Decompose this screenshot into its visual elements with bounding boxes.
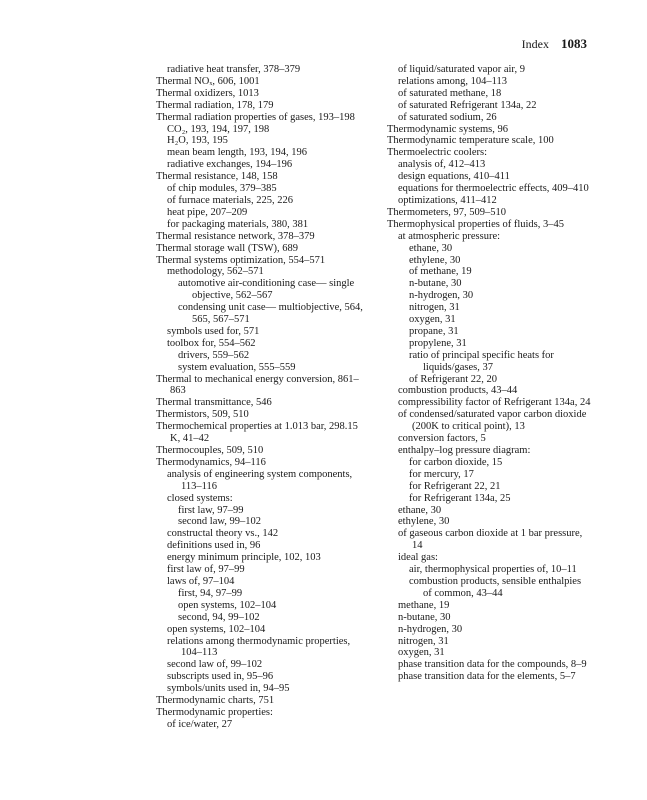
index-entry: Thermophysical properties of fluids, 3–45 bbox=[387, 218, 565, 230]
index-entry: for packaging materials, 380, 381 bbox=[167, 218, 309, 230]
index-entry: automotive air-conditioning case— single objective, 562–567 bbox=[178, 278, 355, 302]
index-entry: condensing unit case— multiobjective, 564, 565, 567–571 bbox=[178, 302, 363, 326]
index-entry: open systems, 102–104 bbox=[178, 599, 277, 611]
index-entry: oxygen, 31 bbox=[409, 314, 456, 326]
index-entry: Thermodynamic temperature scale, 100 bbox=[387, 135, 554, 147]
index-entry: Thermal resistance network, 378–379 bbox=[156, 230, 315, 242]
index-entry: oxygen, 31 bbox=[398, 647, 445, 659]
index-entry: n-butane, 30 bbox=[409, 278, 462, 290]
index-entry: of saturated sodium, 26 bbox=[398, 111, 497, 123]
index-entry: Thermal NOₓ, 606, 1001 bbox=[156, 75, 260, 87]
index-entry: propylene, 31 bbox=[409, 337, 467, 349]
index-entry: for carbon dioxide, 15 bbox=[409, 456, 503, 468]
index-entry: nitrogen, 31 bbox=[409, 302, 460, 314]
index-entry: Thermal transmittance, 546 bbox=[156, 397, 272, 409]
index-entry: of gaseous carbon dioxide at 1 bar pressure, 14 bbox=[398, 528, 583, 552]
index-entry: optimizations, 411–412 bbox=[398, 194, 497, 206]
index-entry: ethylene, 30 bbox=[398, 516, 450, 528]
index-entry: of liquid/saturated vapor air, 9 bbox=[398, 64, 525, 75]
index-entry: Thermal radiation, 178, 179 bbox=[156, 99, 274, 111]
index-entry: drivers, 559–562 bbox=[178, 349, 250, 361]
index-entry: of ice/water, 27 bbox=[167, 718, 233, 730]
index-entry: Thermocouples, 509, 510 bbox=[156, 445, 264, 456]
index-entry: definitions used in, 96 bbox=[167, 540, 261, 552]
index-entry: at atmospheric pressure: bbox=[398, 230, 501, 242]
index-entry: of saturated Refrigerant 134a, 22 bbox=[398, 99, 537, 111]
index-entry: ethane, 30 bbox=[398, 504, 442, 516]
index-entry: n-butane, 30 bbox=[398, 611, 451, 623]
index-entry: first, 94, 97–99 bbox=[178, 587, 243, 599]
index-entry: n-hydrogen, 30 bbox=[409, 290, 474, 302]
index-entry: first law of, 97–99 bbox=[167, 564, 245, 576]
index-entry: air, thermophysical properties of, 10–11 bbox=[409, 564, 577, 576]
index-entry: symbols used for, 571 bbox=[167, 325, 260, 337]
index-entry: closed systems: bbox=[167, 492, 233, 504]
index-entry: Thermodynamic systems, 96 bbox=[387, 123, 509, 135]
index-entry: constructal theory vs., 142 bbox=[167, 528, 279, 540]
index-entry: ethylene, 30 bbox=[409, 254, 461, 266]
index-entry: methodology, 562–571 bbox=[167, 266, 264, 278]
index-entry: Thermodynamic properties: bbox=[156, 706, 273, 718]
index-entry: ethane, 30 bbox=[409, 242, 453, 254]
index-entry: mean beam length, 193, 194, 196 bbox=[167, 147, 307, 159]
running-header-section: Index bbox=[521, 37, 549, 51]
index-entry: of condensed/saturated vapor carbon dioxide (200K to critical point), 13 bbox=[398, 409, 587, 433]
index-entry: second law of, 99–102 bbox=[167, 659, 263, 671]
index-entry: laws of, 97–104 bbox=[167, 575, 235, 587]
index-entry: for Refrigerant 134a, 25 bbox=[409, 492, 511, 504]
index-entry: analysis of engineering system components, 113–116 bbox=[167, 468, 353, 492]
index-entry: phase transition data for the elements, 5–7 bbox=[398, 671, 576, 683]
index-column-left bbox=[156, 64, 368, 731]
index-entry: subscripts used in, 95–96 bbox=[167, 671, 274, 683]
index-entry: propane, 31 bbox=[409, 325, 459, 337]
index-entry: H₂O, 193, 195 bbox=[167, 135, 228, 147]
index-entry: symbols/units used in, 94–95 bbox=[167, 683, 290, 695]
index-entry: of Refrigerant 22, 20 bbox=[409, 373, 498, 385]
index-entry: Thermodynamics, 94–116 bbox=[156, 456, 266, 468]
index-entry: phase transition data for the compounds, 8–9 bbox=[398, 659, 587, 671]
index-entry: for mercury, 17 bbox=[409, 468, 474, 480]
index-entry: conversion factors, 5 bbox=[398, 433, 486, 445]
index-entry: of saturated methane, 18 bbox=[398, 87, 502, 99]
index-entry: Thermodynamic charts, 751 bbox=[156, 695, 275, 707]
index-entry: Thermometers, 97, 509–510 bbox=[387, 206, 506, 218]
index-entry: second, 94, 99–102 bbox=[178, 611, 260, 623]
index-entry: toolbox for, 554–562 bbox=[167, 337, 256, 349]
index-entry: CO₂, 193, 194, 197, 198 bbox=[167, 123, 270, 135]
index-entry: enthalpy–log pressure diagram: bbox=[398, 445, 531, 456]
index-entry: Thermochemical properties at 1.013 bar, 298.15 K, 41–42 bbox=[156, 421, 358, 445]
index-entry: ratio of principal specific heats for liquids/gases, 37 bbox=[409, 349, 554, 373]
index-entry: of furnace materials, 225, 226 bbox=[167, 194, 293, 206]
index-entry: for Refrigerant 22, 21 bbox=[409, 480, 501, 492]
index-entry: relations among thermodynamic properties, 104–113 bbox=[167, 635, 351, 659]
index-entry: relations among, 104–113 bbox=[398, 75, 507, 87]
index-entry: of chip modules, 379–385 bbox=[167, 183, 277, 195]
index-entry: Thermoelectric coolers: bbox=[387, 147, 487, 159]
index-entry: radiative heat transfer, 378–379 bbox=[167, 64, 301, 75]
index-entry: n-hydrogen, 30 bbox=[398, 623, 463, 635]
index-entry: heat pipe, 207–209 bbox=[167, 206, 248, 218]
index-entry: system evaluation, 555–559 bbox=[178, 361, 296, 373]
index-entry: energy minimum principle, 102, 103 bbox=[167, 552, 321, 564]
index-entry: analysis of, 412–413 bbox=[398, 159, 486, 171]
index-entry: Thermal systems optimization, 554–571 bbox=[156, 254, 326, 266]
index-entry: Thermal oxidizers, 1013 bbox=[156, 87, 259, 99]
running-header bbox=[522, 36, 587, 52]
index-entry: combustion products, 43–44 bbox=[398, 385, 518, 397]
index-entry: Thermal to mechanical energy conversion, 861–863 bbox=[156, 373, 359, 397]
page-number: 1083 bbox=[561, 36, 587, 51]
index-entry: nitrogen, 31 bbox=[398, 635, 449, 647]
index-entry: Thermistors, 509, 510 bbox=[156, 409, 249, 421]
index-entry: radiative exchanges, 194–196 bbox=[167, 159, 293, 171]
index-entry: Thermal storage wall (TSW), 689 bbox=[156, 242, 298, 254]
index-entry: open systems, 102–104 bbox=[167, 623, 266, 635]
index-entry: design equations, 410–411 bbox=[398, 171, 510, 183]
index-entry: ideal gas: bbox=[398, 552, 438, 564]
index-entry: first law, 97–99 bbox=[178, 504, 244, 516]
index-entry: compressibility factor of Refrigerant 134a, 24 bbox=[398, 397, 591, 409]
index-entry: second law, 99–102 bbox=[178, 516, 262, 528]
index-entry: methane, 19 bbox=[398, 599, 450, 611]
index-entry: Thermal radiation properties of gases, 193–198 bbox=[156, 111, 355, 123]
index-entry: equations for thermoelectric effects, 409–410 bbox=[398, 183, 589, 195]
index-entry: combustion products, sensible enthalpies of common, 43–44 bbox=[409, 575, 582, 599]
index-entry: Thermal resistance, 148, 158 bbox=[156, 171, 278, 183]
index-entry: of methane, 19 bbox=[409, 266, 472, 278]
index-column-right bbox=[387, 64, 592, 683]
